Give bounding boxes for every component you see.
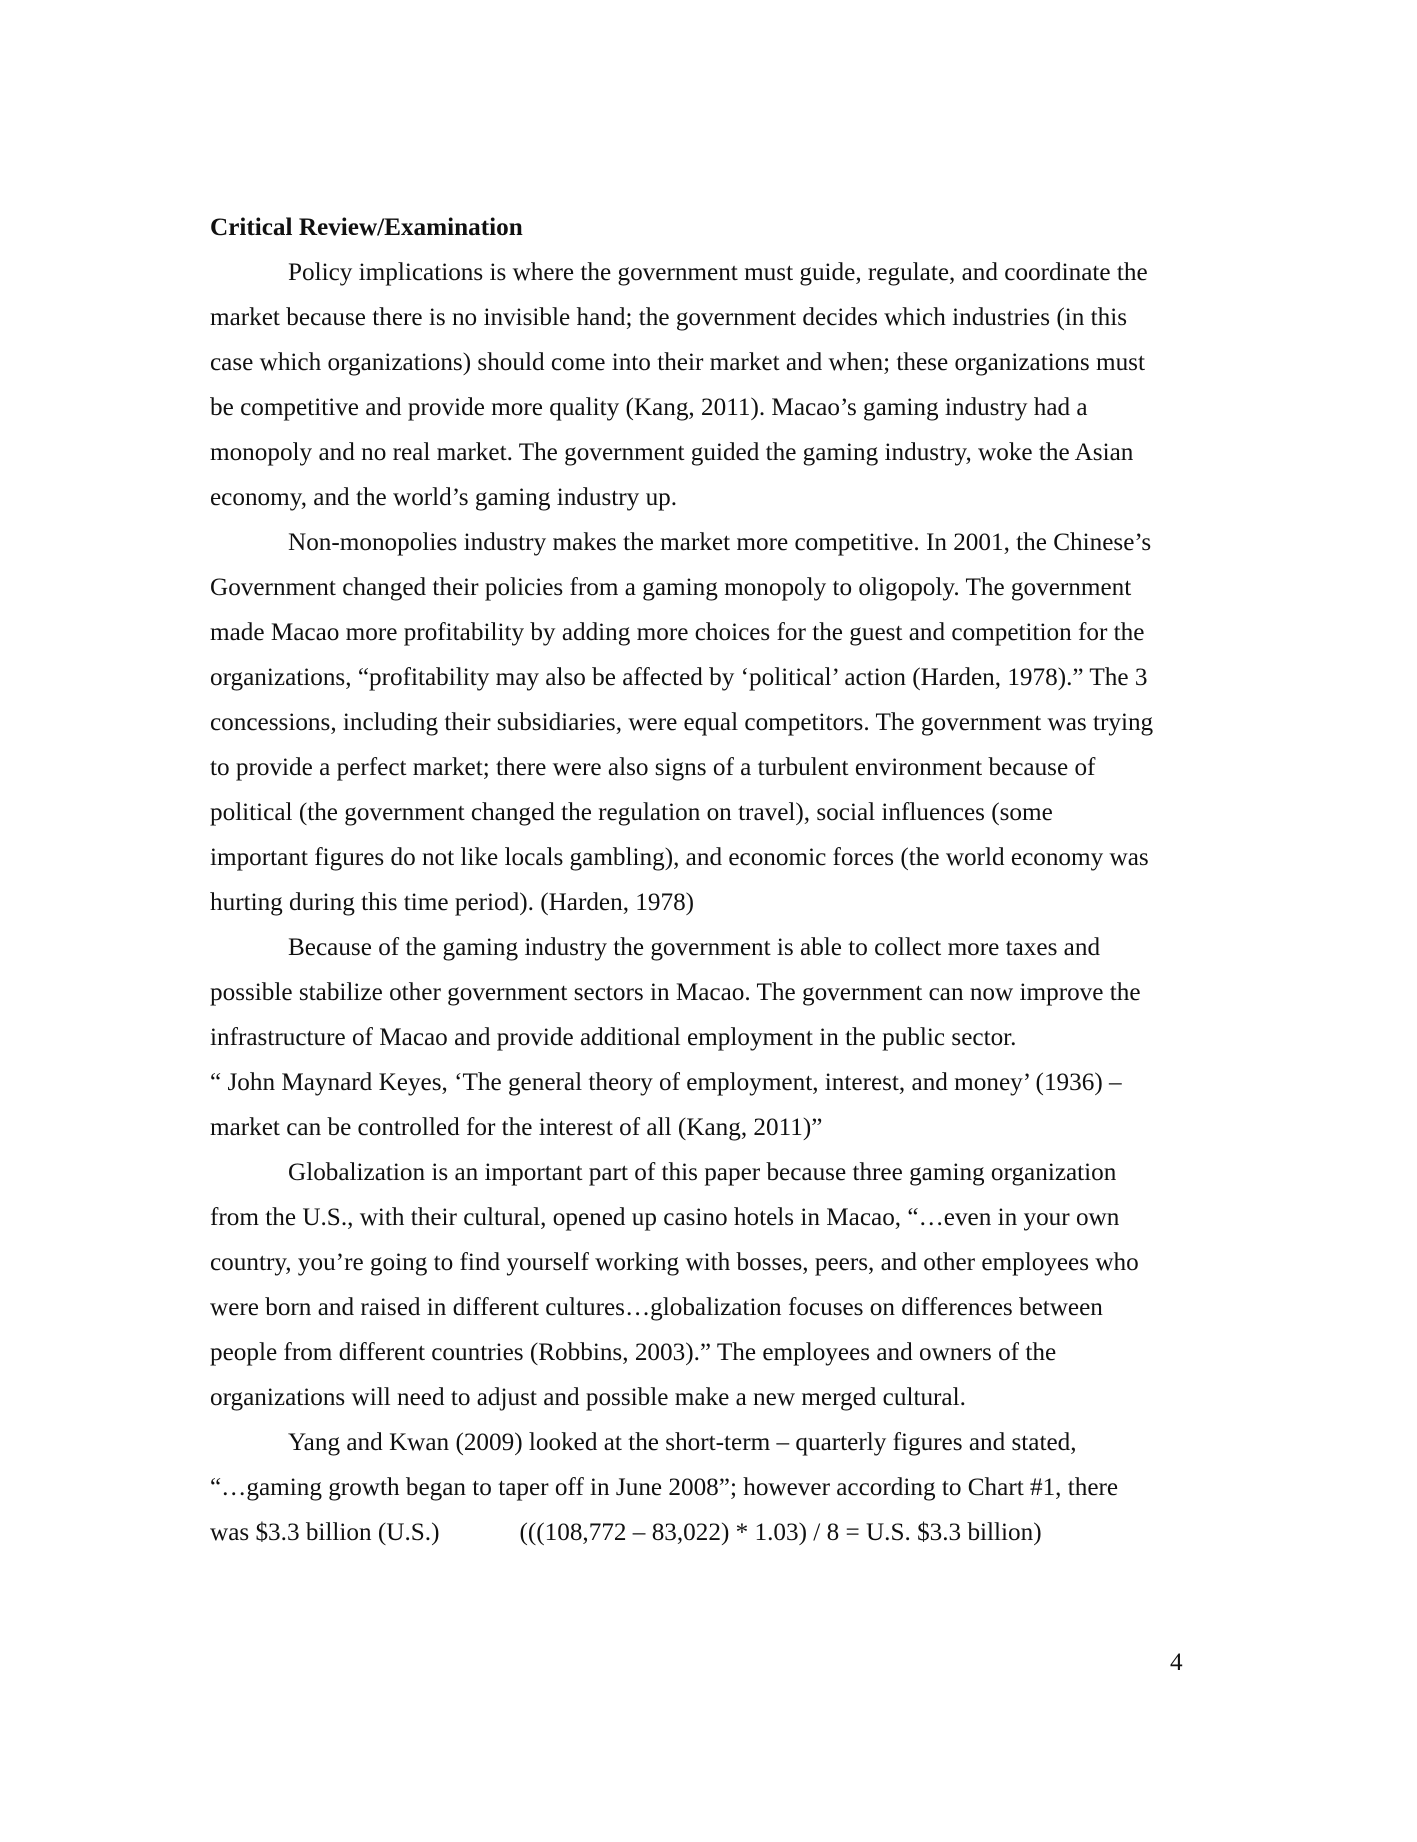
paragraph-policy-implications [210,250,1210,520]
text-line: people from different countries (Robbins, 2003).” The employees and owners of the [210,1339,1057,1366]
text-line: be competitive and provide more quality (Kang, 2011). Macao’s gaming industry had a [210,394,1088,421]
text-line: “…gaming growth began to taper off in June 2008”; however according to Chart #1, there [210,1474,1119,1501]
text-line: were born and raised in different cultures…globalization focuses on differences between [210,1294,1103,1321]
text-line: country, you’re going to find yourself working with bosses, peers, and other employees who [210,1249,1139,1276]
text-line: to provide a perfect market; there were also signs of a turbulent environment because of [210,754,1096,781]
text-line: Policy implications is where the government must guide, regulate, and coordinate the [288,259,1148,286]
text-line: economy, and the world’s gaming industry up. [210,484,678,511]
paragraph-non-monopolies [210,520,1210,925]
text-line-calculation [210,1510,1210,1555]
text-line: infrastructure of Macao and provide additional employment in the public sector. [210,1024,1017,1051]
text-line: Globalization is an important part of this paper because three gaming organization [288,1159,1117,1186]
text-line: concessions, including their subsidiaries, were equal competitors. The government was trying [210,709,1154,736]
text-line: important figures do not like locals gambling), and economic forces (the world economy was [210,844,1149,871]
text-line: Government changed their policies from a gaming monopoly to oligopoly. The government [210,574,1132,601]
paragraph-yang-kwan [210,1420,1210,1555]
text-line: Yang and Kwan (2009) looked at the short-term – quarterly figures and stated, [288,1429,1077,1456]
text-line: possible stabilize other government sectors in Macao. The government can now improve the [210,979,1141,1006]
calculation-lead: was $3.3 billion (U.S.) [210,1519,440,1546]
document-page [210,205,1210,1555]
paragraph-globalization [210,1150,1210,1420]
section-heading: Critical Review/Examination [210,214,523,241]
text-line: monopoly and no real market. The government guided the gaming industry, woke the Asian [210,439,1134,466]
text-line: political (the government changed the regulation on travel), social influences (some [210,799,1053,826]
text-line: organizations will need to adjust and possible make a new merged cultural. [210,1384,966,1411]
text-line: made Macao more profitability by adding more choices for the guest and competition for the [210,619,1145,646]
text-line: Non-monopolies industry makes the market more competitive. In 2001, the Chinese’s [288,529,1152,556]
text-line: from the U.S., with their cultural, opened up casino hotels in Macao, “…even in your own [210,1204,1120,1231]
quote-keynes [210,1060,1210,1150]
text-line: hurting during this time period). (Harden, 1978) [210,889,695,916]
page-number: 4 [1170,1649,1183,1676]
text-line: case which organizations) should come into their market and when; these organizations must [210,349,1145,376]
text-line: “ John Maynard Keyes, ‘The general theory of employment, interest, and money’ (1936) – [210,1069,1122,1096]
paragraph-taxes [210,925,1210,1060]
text-line: market can be controlled for the interest of all (Kang, 2011)” [210,1114,823,1141]
text-line: market because there is no invisible hand; the government decides which industries (in this [210,304,1128,331]
calculation-formula: (((108,772 – 83,022) * 1.03) / 8 = U.S. $3.3 billion) [519,1519,1042,1546]
text-line: Because of the gaming industry the government is able to collect more taxes and [288,934,1101,961]
text-line: organizations, “profitability may also be affected by ‘political’ action (Harden, 1978).” The 3 [210,664,1148,691]
